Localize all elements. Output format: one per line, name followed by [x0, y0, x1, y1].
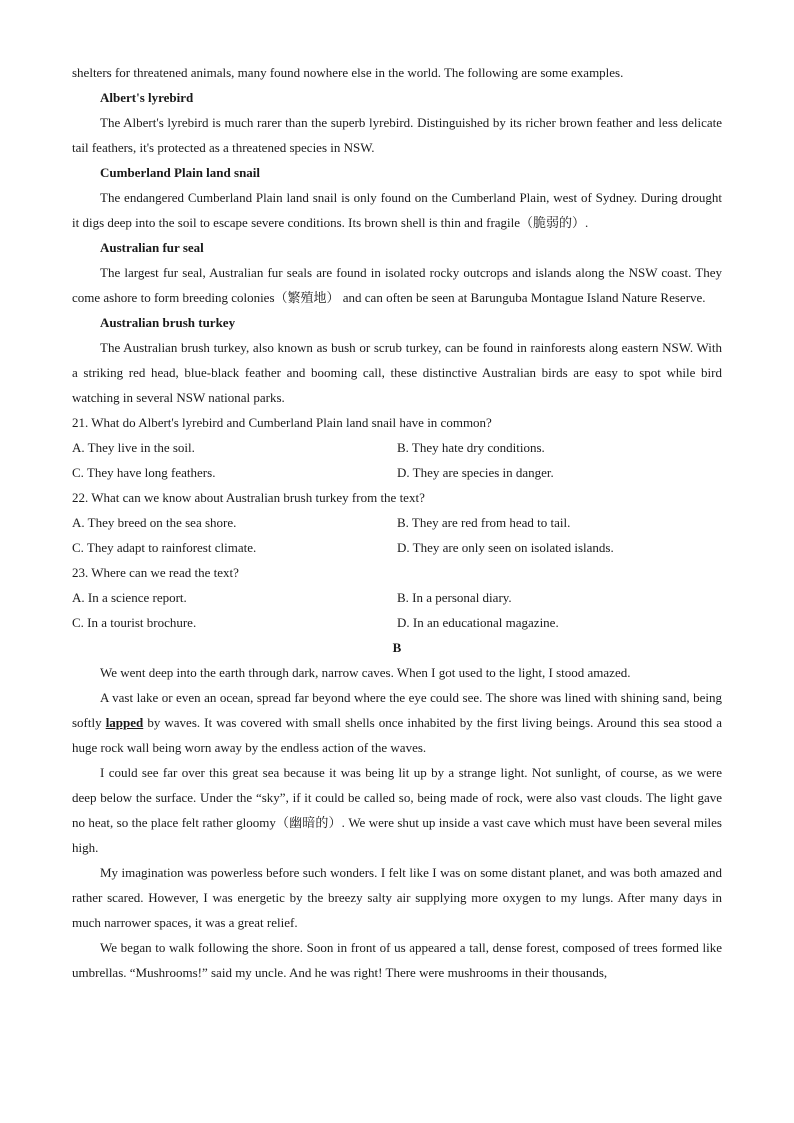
question-23-option-b: B. In a personal diary.: [397, 590, 512, 605]
question-23-option-a: A. In a science report.: [72, 590, 187, 605]
passage-b-paragraph-2: [72, 685, 722, 760]
section-body-brush-turkey: The Australian brush turkey, also known as bush or scrub turkey, can be found in rainforests along eastern NSW. With a striking red head, blue-black feather and booming call, these distinctive Australian birds are easy to spot while bird watching in several NSW national parks.: [72, 340, 722, 405]
passage-b-label: B: [392, 640, 402, 655]
section-heading-snail: Cumberland Plain land snail: [100, 165, 261, 180]
passage-b-paragraph-1: We went deep into the earth through dark, narrow caves. When I got used to the light, I stood amazed.: [100, 665, 631, 680]
question-22-stem: 22. What can we know about Australian brush turkey from the text?: [72, 490, 425, 505]
section-body-snail: The endangered Cumberland Plain land snail is only found on the Cumberland Plain, west of Sydney. During drought it digs deep into the soil to escape severe conditions. Its brown shell is thin and fragile（脆弱的）.: [72, 190, 722, 230]
section-heading-fur-seal: Australian fur seal: [100, 240, 204, 255]
question-21-stem: 21. What do Albert's lyrebird and Cumberland Plain land snail have in common?: [72, 415, 492, 430]
question-22-option-b: B. They are red from head to tail.: [397, 515, 571, 530]
question-21-options-row-1: [72, 435, 722, 460]
question-22-option-d: D. They are only seen on isolated islands.: [397, 540, 614, 555]
question-21-option-a: A. They live in the soil.: [72, 440, 195, 455]
question-22-option-a: A. They breed on the sea shore.: [72, 515, 237, 530]
paragraph-2-text-after: by waves. It was covered with small shells once inhabited by the first living beings. Around this sea stood a huge rock wall being worn away by the endless action of the waves.: [72, 715, 722, 755]
question-23-stem: 23. Where can we read the text?: [72, 565, 239, 580]
section-heading-lyrebird: Albert's lyrebird: [100, 90, 194, 105]
passage-b-paragraph-4: My imagination was powerless before such wonders. I felt like I was on some distant planet, and was both amazed and rather scared. However, I was energetic by the breezy salty air supplying more oxygen to my lungs. After many days in much narrower spaces, it was a great relief.: [72, 865, 722, 930]
passage-b-paragraph-3: I could see far over this great sea because it was being lit up by a strange light. Not sunlight, of course, as we were deep below the surface. Under the “sky”, if it could be called so, being made of rock, were also vast clouds. The light gave no heat, so the place felt rather gloomy（幽暗的）. We were shut up inside a vast cave which must have been several miles high.: [72, 765, 722, 855]
question-23-option-d: D. In an educational magazine.: [397, 615, 559, 630]
paragraph-2-text-before: A vast lake or even an ocean, spread far beyond where the eye could see. The shore was lined with shining sand, being softly: [72, 690, 722, 730]
exam-page: [72, 60, 722, 985]
question-23-options-row-2: [72, 610, 722, 635]
question-21-option-d: D. They are species in danger.: [397, 465, 554, 480]
question-21-option-b: B. They hate dry conditions.: [397, 440, 545, 455]
section-heading-brush-turkey: Australian brush turkey: [100, 315, 236, 330]
section-body-lyrebird: The Albert's lyrebird is much rarer than the superb lyrebird. Distinguished by its richer brown feather and less delicate tail feathers, it's protected as a threatened species in NSW.: [72, 115, 722, 155]
question-23-options-row-1: [72, 585, 722, 610]
passage-b-paragraph-5: We began to walk following the shore. Soon in front of us appeared a tall, dense forest, composed of trees formed like umbrellas. “Mushrooms!” said my uncle. And he was right! There were mushrooms in their thousands,: [72, 940, 722, 980]
question-21-option-c: C. They have long feathers.: [72, 465, 216, 480]
question-22-option-c: C. They adapt to rainforest climate.: [72, 540, 257, 555]
question-22-options-row-2: [72, 535, 722, 560]
section-body-fur-seal: The largest fur seal, Australian fur seals are found in isolated rocky outcrops and islands along the NSW coast. They come ashore to form breeding colonies（繁殖地） and can often be seen at Barunguba Montague Island Nature Reserve.: [72, 265, 722, 305]
question-21-options-row-2: [72, 460, 722, 485]
keyword-lapped: lapped: [105, 715, 144, 730]
passage-a-intro: shelters for threatened animals, many found nowhere else in the world. The following are some examples.: [72, 65, 624, 80]
question-22-options-row-1: [72, 510, 722, 535]
question-23-option-c: C. In a tourist brochure.: [72, 615, 197, 630]
